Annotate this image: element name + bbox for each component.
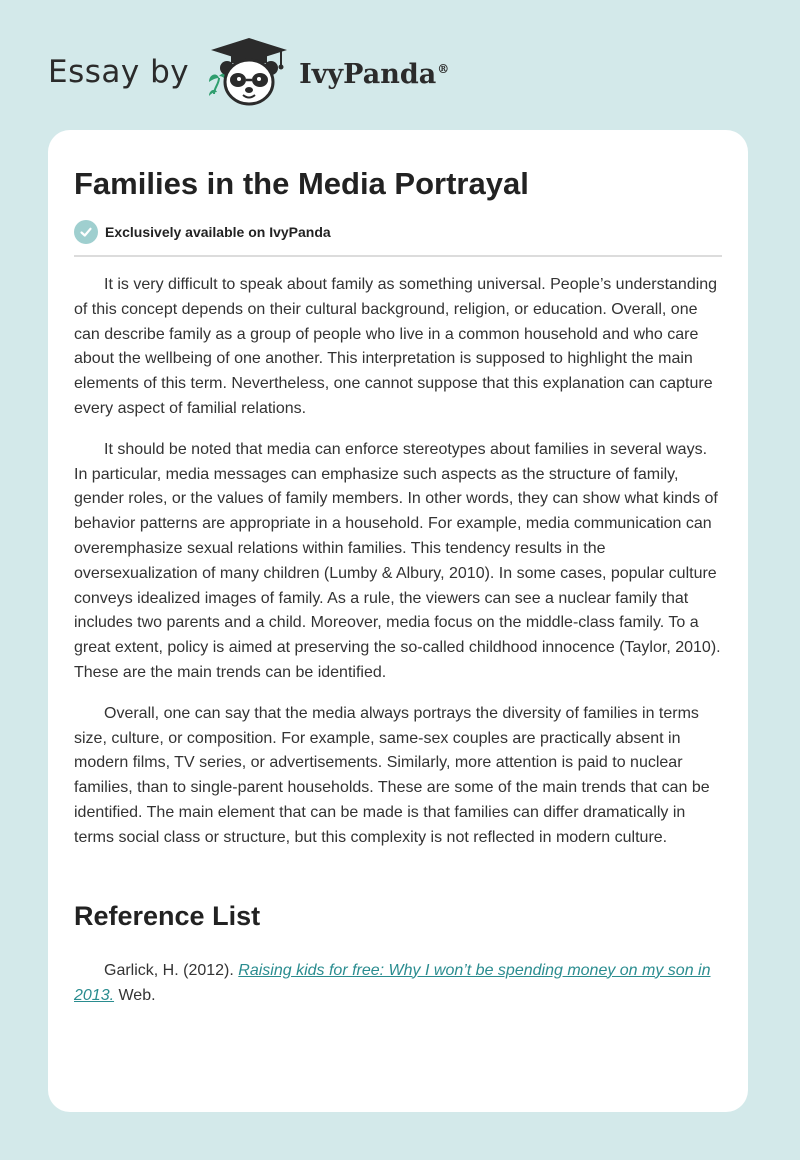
essay-body (74, 273, 722, 851)
reference-link[interactable]: Raising kids for free: Why I won’t be spending money on my son in 2013. (74, 961, 711, 1004)
page-title: Families in the Media Portrayal (74, 166, 529, 201)
brand-header (48, 36, 449, 108)
essay-card (48, 130, 748, 1112)
check-circle-icon (74, 220, 98, 244)
exclusive-label: Exclusively available on IvyPanda (105, 224, 331, 240)
panda-logo-icon (203, 36, 295, 108)
exclusive-badge (74, 220, 722, 257)
reference-item (74, 958, 722, 1008)
reference-suffix: Web. (114, 986, 156, 1004)
reference-list-heading: Reference List (74, 900, 261, 931)
paragraph: It should be noted that media can enforce stereotypes about families in several ways. In particular, media messages can emphasize such aspects as the structure of family, gender roles, or the values of family members. In other words, they can show what kinds of behavior patterns are appropriate in a household. For example, media communication can overemphasize sexual relations within families. This tendency results in the oversexualization of many children (Lumby & Albury, 2010). In some cases, popular culture conveys idealized images of family. As a rule, the viewers can see a nuclear family that includes two parents and a child. Moreover, media focus on the middle-class family. To a great extent, policy is aimed at preserving the so-called childhood innocence (Taylor, 2010). These are the main trends can be identified. (74, 440, 721, 681)
brand-name: IvyPanda® (299, 58, 450, 90)
brand-prefix: Essay by (48, 54, 190, 90)
paragraph: It is very difficult to speak about family as something universal. People’s understanding of this concept depends on their cultural background, religion, or education. Overall, one can describe family as a group of people who live in a common household and who care about the wellbeing of one another. This interpretation is supposed to highlight the main elements of this term. Nevertheless, one cannot suppose that this explanation can capture every aspect of familial relations. (74, 276, 718, 417)
paragraph: Overall, one can say that the media always portrays the diversity of families in terms size, culture, or composition. For example, same-sex couples are practically absent in modern films, TV series, or advertisements. Similarly, more attention is paid to nuclear families, than to single-parent households. These are some of the main trends that can be identified. The main element that can be made is that families can differ dramatically in terms social class or structure, but this complexity is not reflected in modern culture. (74, 704, 710, 846)
reference-author: Garlick, H. (2012). (104, 961, 239, 979)
